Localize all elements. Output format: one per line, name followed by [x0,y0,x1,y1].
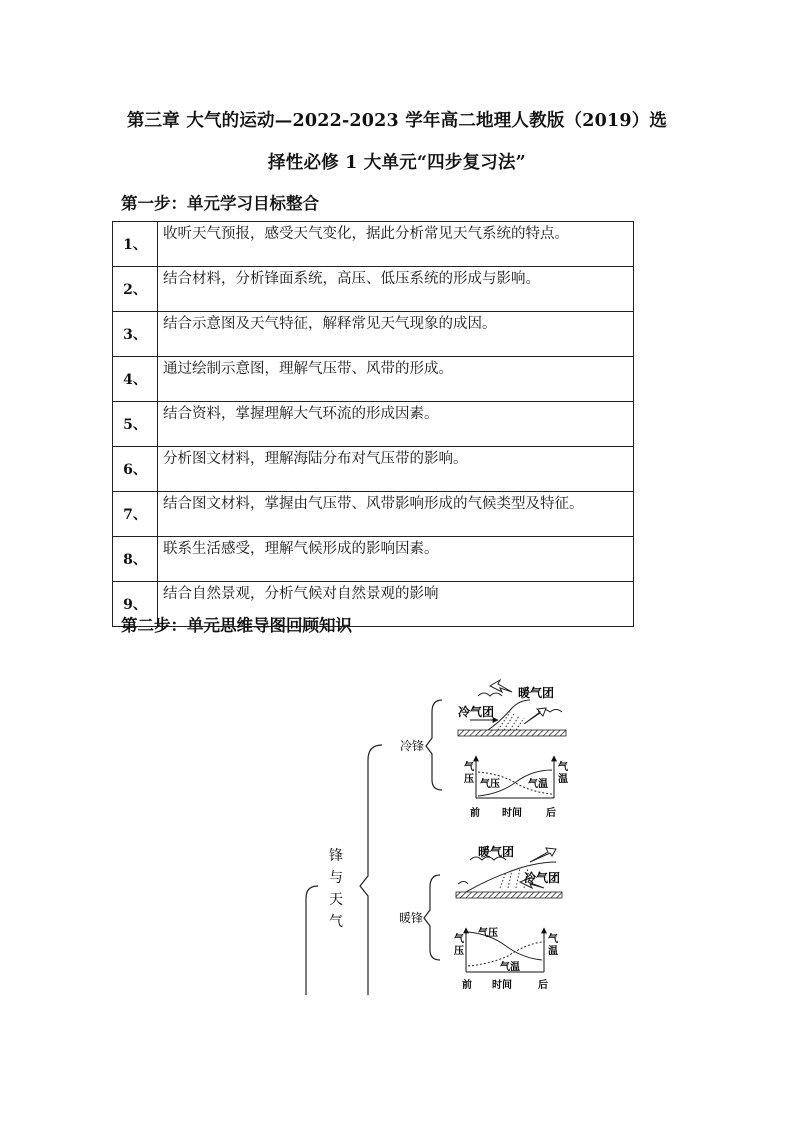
goals-table [112,221,634,627]
warm-front-x-time: 时间 [492,980,512,991]
step2-heading: 第二步：单元思维导图回顾知识 [121,616,352,635]
cold-front-x-after: 后 [546,808,556,819]
goal-row [113,312,634,357]
goal-row [113,402,634,447]
goal-row [113,492,634,537]
goal-text: 结合自然景观，分析气候对自然景观的影响 [158,582,634,627]
goal-text: 联系生活感受，理解气候形成的影响因素。 [158,537,634,582]
goal-text: 通过绘制示意图，理解气压带、风带的形成。 [158,357,634,402]
goal-row [113,222,634,267]
cold-front-x-before: 前 [470,808,480,819]
cold-front-curve-pressure-label: 气压 [480,779,500,790]
goal-row [113,357,634,402]
goal-number: 9、 [113,582,158,627]
goal-row [113,537,634,582]
goal-text: 结合材料，分析锋面系统，高压、低压系统的形成与影响。 [158,267,634,312]
cold-front-warm-mass: 暖气团 [518,686,555,700]
goal-text: 结合示意图及天气特征，解释常见天气现象的成因。 [158,312,634,357]
warm-front-cold-mass: 冷气团 [524,871,561,885]
front-bracket [360,745,382,995]
warm-front-chart [454,926,559,991]
cold-front-axis-left-1: 气 [464,762,474,773]
warm-front-axis-left-1: 气 [454,934,464,945]
root-bracket [306,886,318,995]
warm-front-cross-section [456,844,562,898]
cold-front-axis-left-2: 压 [464,774,474,785]
warm-front-axis-right-2: 温 [548,946,558,957]
root-label-2: 与 [329,870,343,886]
warm-front-warm-mass: 暖气团 [478,845,515,859]
goal-number: 8、 [113,537,158,582]
root-label: 锋 [329,848,343,864]
cold-front-x-time: 时间 [502,808,522,819]
cold-front-label: 冷锋 [400,739,425,753]
warm-front-axis-left-2: 压 [454,946,464,957]
cold-front-chart [464,756,569,819]
goal-number: 2、 [113,267,158,312]
cold-front-cross-section [458,680,566,736]
cold-front-axis-right-1: 气 [558,762,568,773]
goal-number: 3、 [113,312,158,357]
goal-number: 5、 [113,402,158,447]
goal-row [113,447,634,492]
warm-front-x-before: 前 [462,980,472,991]
goal-text: 结合资料，掌握理解大气环流的形成因素。 [158,402,634,447]
cold-front-axis-right-2: 温 [558,774,568,785]
root-label-3: 天 [329,892,343,908]
warm-front-bracket [424,875,440,960]
goal-number: 1、 [113,222,158,267]
document-title-line-1: 第三章 大气的运动—2022-2023 学年高二地理人教版（2019）选 [126,111,668,131]
goal-number: 6、 [113,447,158,492]
warm-front-curve-pressure-label: 气压 [478,928,498,939]
step1-heading: 第一步：单元学习目标整合 [121,194,319,213]
warm-front-label: 暖锋 [399,911,424,925]
cold-front-cold-mass: 冷气团 [458,705,495,719]
goal-row [113,267,634,312]
warm-front-curve-temp-label: 气温 [500,962,520,973]
goal-text: 结合图文材料，掌握由气压带、风带影响形成的气候类型及特征。 [158,492,634,537]
goal-text: 收听天气预报，感受天气变化，据此分析常见天气系统的特点。 [158,222,634,267]
warm-front-x-after: 后 [538,980,548,991]
mindmap-diagram [0,640,794,1000]
cold-front-curve-temp-label: 气温 [528,779,548,790]
warm-front-axis-right-1: 气 [548,934,558,945]
goal-text: 分析图文材料，理解海陆分布对气压带的影响。 [158,447,634,492]
goal-number: 7、 [113,492,158,537]
document-title-line-2: 择性必修 1 大单元“四步复习法” [268,153,526,173]
goal-number: 4、 [113,357,158,402]
cold-front-bracket [426,700,442,790]
root-label-4: 气 [329,914,343,930]
